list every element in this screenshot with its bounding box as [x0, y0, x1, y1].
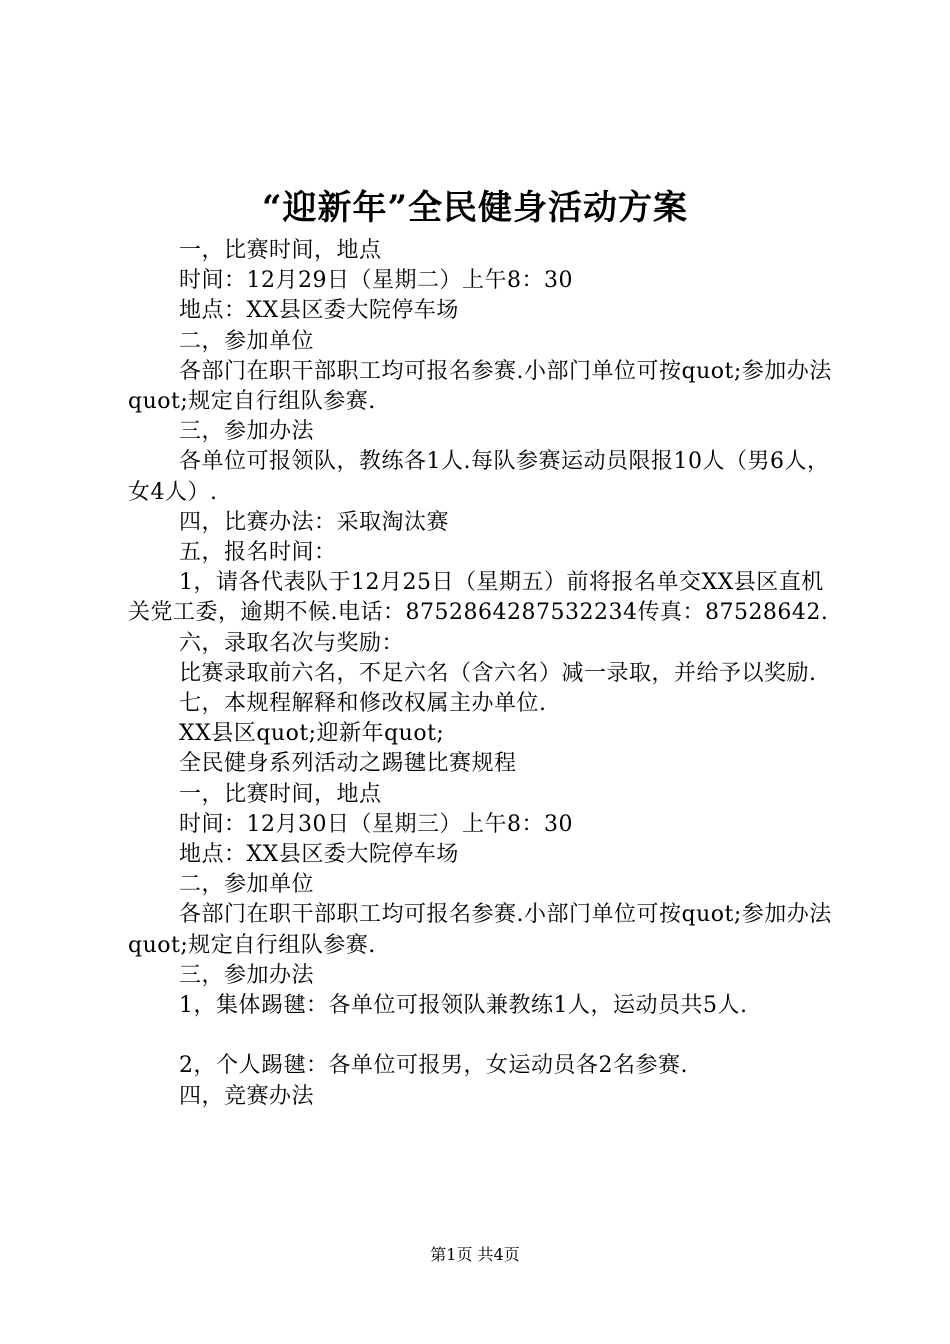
- paragraph: 三，参加办法: [179, 419, 315, 445]
- paragraph: 二，参加单位: [179, 872, 315, 898]
- paragraph: 三，参加办法: [179, 962, 315, 988]
- paragraph: 时间：12月30日（星期三）上午8：30: [179, 811, 573, 837]
- paragraph: 全民健身系列活动之踢毽比赛规程: [179, 751, 517, 777]
- paragraph: 1，集体踢毽：各单位可报领队兼教练1人，运动员共5人.: [179, 993, 748, 1019]
- paragraph: 一，比赛时间，地点: [179, 238, 382, 263]
- paragraph: 时间：12月29日（星期二）上午8：30: [179, 268, 573, 294]
- blank-line: [128, 1021, 840, 1051]
- paragraph: 一，比赛时间，地点: [179, 781, 382, 807]
- paragraph: 四，竞赛办法: [179, 1083, 315, 1109]
- paragraph: 五，报名时间：: [179, 540, 337, 566]
- document-body: [128, 236, 840, 1112]
- paragraph: 地点：XX县区委大院停车场: [179, 298, 459, 324]
- paragraph: 二，参加单位: [179, 328, 315, 354]
- paragraph: 1，请各代表队于12月25日（星期五）前将报名单交XX县区直机关党工委，逾期不候.电话：8752864287532234传真：87528642.: [128, 570, 829, 626]
- paragraph: 各单位可报领队，教练各1人.每队参赛运动员限报10人（男6人，女4人）.: [128, 449, 830, 505]
- paragraph: 各部门在职干部职工均可报名参赛.小部门单位可按quot;参加办法quot;规定自行组队参赛.: [128, 902, 832, 958]
- paragraph: 六，录取名次与奖励：: [179, 630, 405, 656]
- document-title: “迎新年”全民健身活动方案: [261, 188, 689, 228]
- paragraph: 比赛录取前六名，不足六名（含六名）减一录取，并给予以奖励.: [179, 660, 817, 686]
- paragraph: 四，比赛办法：采取淘汰赛: [179, 509, 450, 535]
- paragraph: 各部门在职干部职工均可报名参赛.小部门单位可按quot;参加办法quot;规定自行组队参赛.: [128, 358, 832, 415]
- paragraph: 七，本规程解释和修改权属主办单位.: [179, 691, 547, 717]
- page-number: 第1页 共4页: [430, 1245, 520, 1264]
- paragraph: 2，个人踢毽：各单位可报男，女运动员各2名参赛.: [179, 1053, 688, 1079]
- paragraph: XX县区quot;迎新年quot;: [179, 721, 445, 747]
- paragraph: 地点：XX县区委大院停车场: [179, 842, 459, 868]
